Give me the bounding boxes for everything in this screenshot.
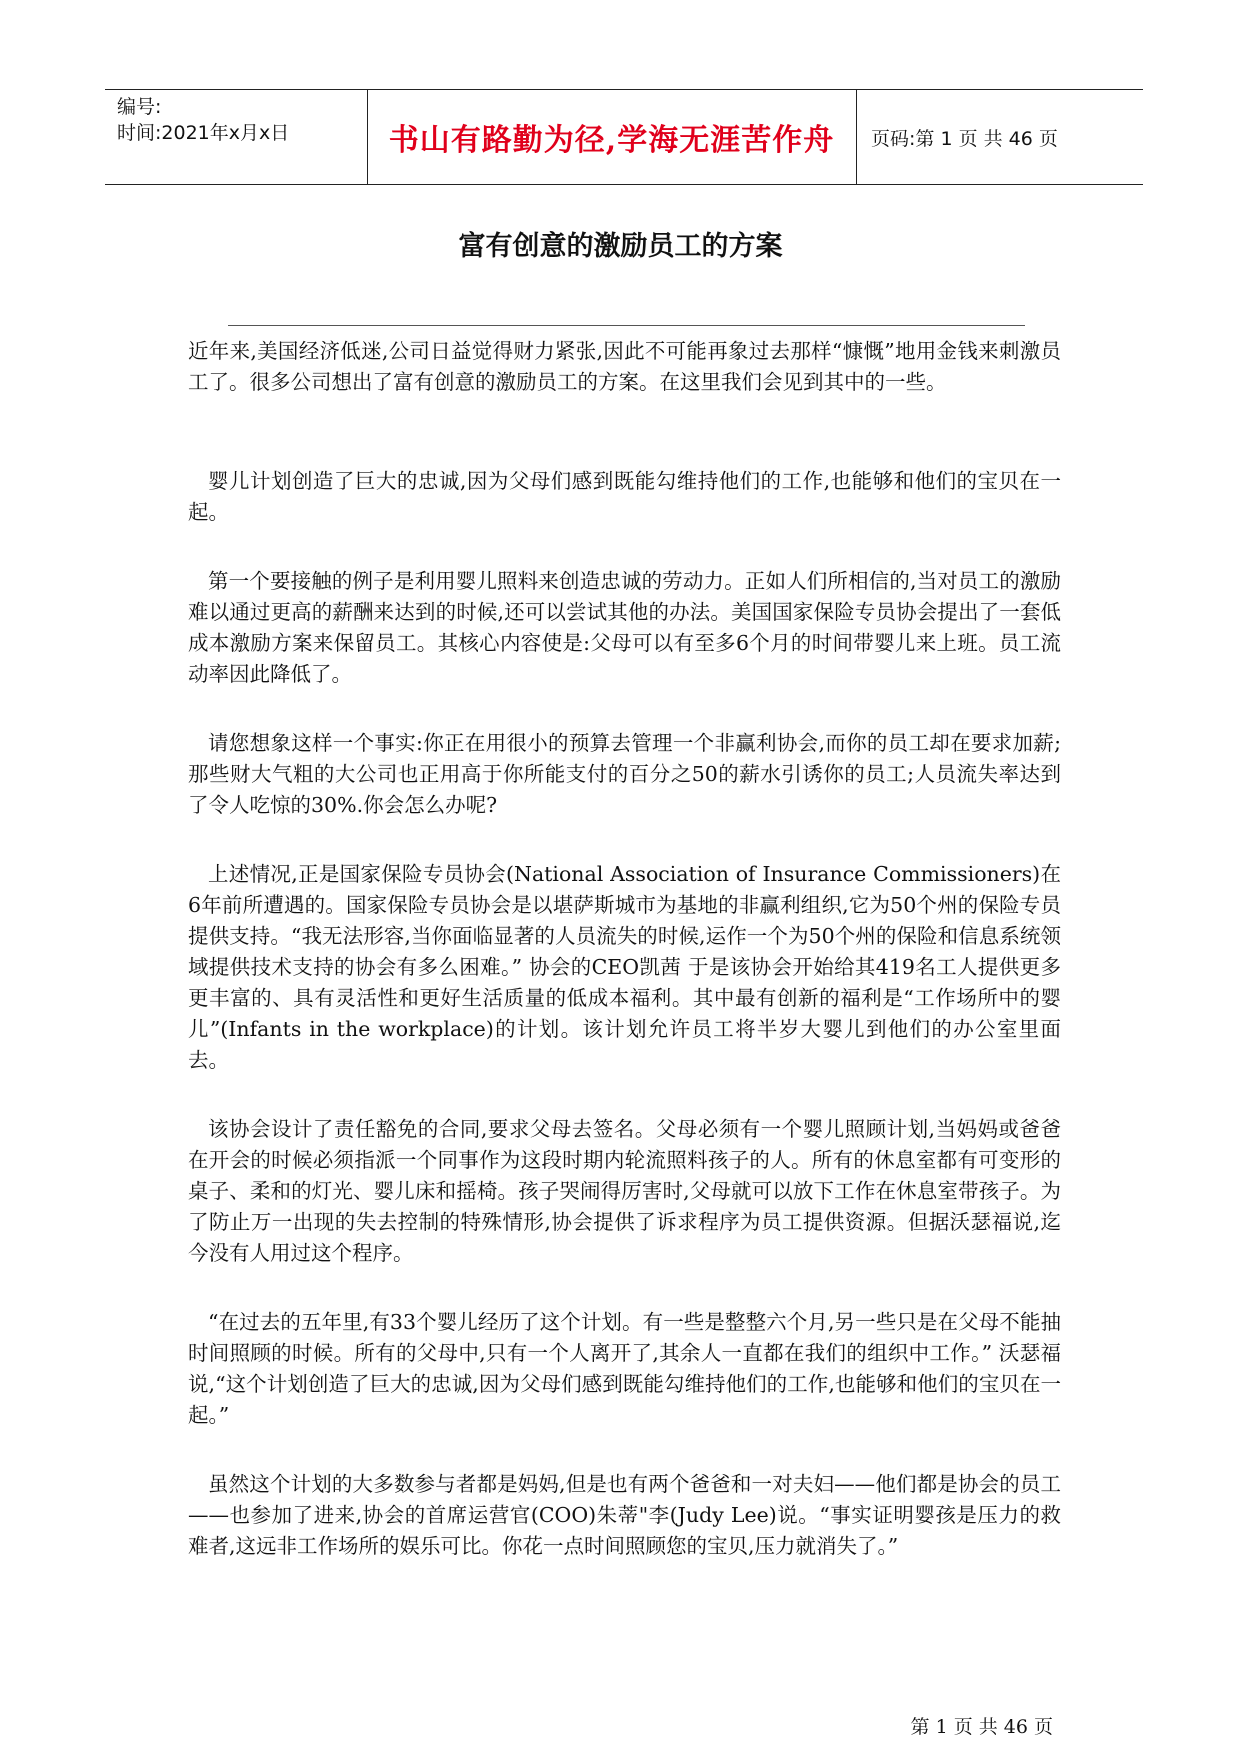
paragraph: 虽然这个计划的大多数参与者都是妈妈,但是也有两个爸爸和一对夫妇——他们都是协会的员工——也参加了进来,协会的首席运营官(COO)朱蒂"李(Judy Lee)说。“事实证明婴孩是压力的救难者,这远非工作场所的娱乐可比。你花一点时间照顾您的宝贝,压力就消失了。” (188, 1472, 1061, 1558)
header-page-label: 页码:第 1 页 共 46 页 (871, 127, 1058, 150)
paragraph: 请您想象这样一个事实:你正在用很小的预算去管理一个非赢利协会,而你的员工却在要求加薪;那些财大气粗的大公司也正用高于你所能支付的百分之50的薪水引诱你的员工;人员流失率达到了令人吃惊的30%.你会怎么办呢? (188, 731, 1061, 817)
slogan-text: 书山有路勤为径,学海无涯苦作舟 (388, 123, 835, 158)
document-header (105, 89, 1143, 185)
paragraph: 上述情况,正是国家保险专员协会(National Association of Insurance Commissioners)在6年前所遭遇的。国家保险专员协会是以堪萨斯城市为基地的非赢利组织,它为50个州的保险专员提供支持。“我无法形容,当你面临显著的人员流失的时候,运作一个为50个州的保险和信息系统领域提供技术支持的协会有多么困难。” 协会的CEO凯茜 于是该协会开始给其419名工人提供更多更丰富的、具有灵活性和更好生活质量的低成本福利。其中最有创新的福利是“工作场所中的婴儿”(Infants in the workplace)的计划。该计划允许员工将半岁大婴儿到他们的办公室里面去。 (188, 862, 1061, 1072)
paragraph: 第一个要接触的例子是利用婴儿照料来创造忠诚的劳动力。正如人们所相信的,当对员工的激励难以通过更高的薪酬来达到的时候,还可以尝试其他的办法。美国国家保险专员协会提出了一套低成本激励方案来保留员工。其核心内容使是:父母可以有至多6个月的时间带婴儿来上班。员工流动率因此降低了。 (188, 569, 1061, 686)
document-title: 富有创意的激励员工的方案 (458, 231, 783, 262)
paragraph: 近年来,美国经济低迷,公司日益觉得财力紧张,因此不可能再象过去那样“慷慨”地用金钱来刺激员工了。很多公司想出了富有创意的激励员工的方案。在这里我们会见到其中的一些。 (188, 339, 1061, 394)
paragraph: 该协会设计了责任豁免的合同,要求父母去签名。父母必须有一个婴儿照顾计划,当妈妈或爸爸在开会的时候必须指派一个同事作为这段时期内轮流照料孩子的人。所有的休息室都有可变形的桌子、柔和的灯光、婴儿床和摇椅。孩子哭闹得厉害时,父母就可以放下工作在休息室带孩子。为了防止万一出现的失去控制的特殊情形,协会提供了诉求程序为员工提供资源。但据沃瑟福说,迄今没有人用过这个程序。 (188, 1117, 1061, 1265)
number-label: 编号: (117, 96, 162, 118)
header-slogan (367, 90, 856, 184)
page-footer: 第 1 页 共 46 页 (910, 1716, 1053, 1738)
document-body (188, 336, 1061, 1600)
paragraph: 婴儿计划创造了巨大的忠诚,因为父母们感到既能勾维持他们的工作,也能够和他们的宝贝在一起。 (188, 469, 1061, 524)
header-meta (117, 90, 367, 184)
time-label: 时间:2021年x月x日 (117, 122, 290, 144)
paragraph: “在过去的五年里,有33个婴儿经历了这个计划。有一些是整整六个月,另一些只是在父母不能抽时间照顾的时候。所有的父母中,只有一个人离开了,其余人一直都在我们的组织中工作。” 沃瑟福说,“这个计划创造了巨大的忠诚,因为父母们感到既能勾维持他们的工作,也能够和他们的宝贝在一起。” (188, 1310, 1061, 1427)
title-rule (228, 325, 1025, 326)
